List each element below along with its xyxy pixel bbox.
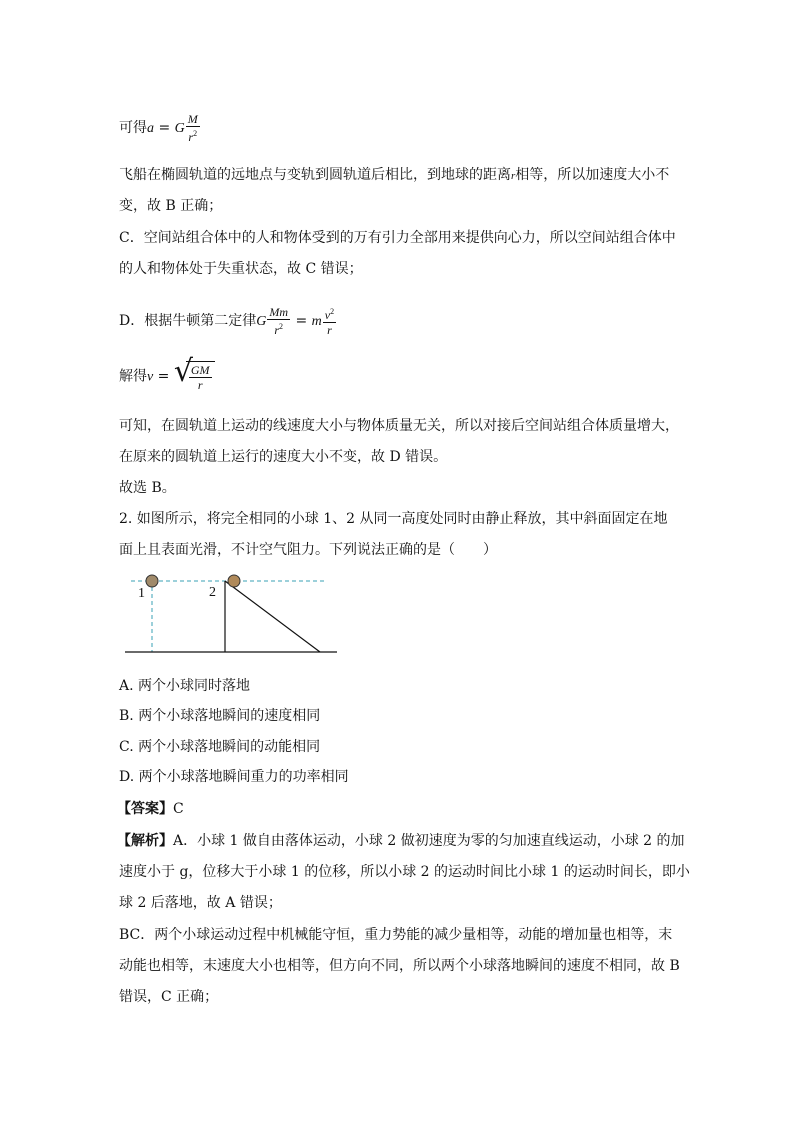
eq1-numerator: M [187, 112, 198, 126]
analysis-text1: A．小球 1 做自由落体运动，小球 2 做初速度为零的匀加速直线运动，小球 2 的加 [173, 833, 685, 849]
option-c: C. 两个小球落地瞬间的动能相同 [119, 739, 321, 755]
eq2-prefix: 解得 [119, 368, 147, 385]
pD-fraction1: $\frac{Mm}{r^2}$ [269, 305, 289, 337]
analysis-line1 [117, 832, 685, 850]
equation-acceleration [119, 112, 201, 144]
incline-slope [225, 581, 320, 652]
analysis-line3: 球 2 后落地，故 A 错误； [119, 895, 282, 911]
eq1-fraction: $\frac{M}{r^2}$ [187, 112, 198, 144]
eq1-lhs: a [147, 121, 154, 136]
p1-r: r [511, 170, 516, 182]
eq1-denominator: r [188, 130, 194, 144]
pD-prefix: D．根据牛顿第二定律 [119, 313, 257, 329]
p2-line2: 在原来的圆轨道上运行的速度大小不变，故 D 错误。 [119, 449, 448, 465]
equation-velocity [119, 354, 215, 392]
pD-num2: v [324, 308, 331, 322]
label-1: 1 [138, 586, 145, 601]
p3-text: 故选 B。 [119, 480, 176, 496]
ball-1 [146, 575, 158, 587]
answer-value: C [173, 801, 184, 817]
equation-newton [119, 305, 337, 337]
analysis-line5: 动能也相等，末速度大小也相等，但方向不同，所以两个小球落地瞬间的速度不相同，故 B [119, 958, 680, 974]
pD-m: m [311, 314, 322, 329]
eq1-equals: = [158, 120, 171, 136]
answer-tag: 【答案】 [117, 801, 173, 817]
eq2-den: r [197, 378, 203, 392]
ball-2 [228, 575, 240, 587]
eq2-equals: = [157, 368, 170, 385]
analysis-line6: 错误，C 正确； [119, 989, 219, 1005]
pD-fraction2: $\frac{v^2}{r}$ [324, 307, 335, 337]
p2-line1: 可知，在圆轨道上运动的线速度大小与物体质量无关，所以对接后空间站组合体质量增大， [119, 418, 679, 434]
option-b: B. 两个小球落地瞬间的速度相同 [119, 708, 321, 724]
pD-equals: = [295, 313, 308, 329]
pC-line1: C．空间站组合体中的人和物体受到的万有引力全部用来提供向心力，所以空间站组合体中 [119, 230, 676, 246]
p1-line1: 飞船在椭圆轨道的远地点与变轨到圆轨道后相比，到地球的距离 [119, 167, 511, 183]
analysis-line2: 速度小于 g，位移大于小球 1 的位移，所以小球 2 的运动时间比小球 1 的运动时间长，即小 [119, 864, 690, 880]
sqrt-sign: √ $\frac{GM}{r}$ [174, 361, 215, 392]
q2-line1: 2. 如图所示，将完全相同的小球 1、2 从同一高度处同时由静止释放，其中斜面固定在地 [119, 511, 668, 527]
eq2-num: GM [190, 363, 210, 377]
option-d: D. 两个小球落地瞬间重力的功率相同 [119, 769, 349, 785]
label-2: 2 [209, 585, 216, 600]
eq2-lhs: v [147, 369, 154, 385]
pD-num1: Mm [269, 305, 289, 319]
pD-den1: r [274, 323, 280, 337]
analysis-tag: 【解析】 [117, 833, 173, 849]
pD-G: G [256, 314, 267, 329]
option-a: A. 两个小球同时落地 [119, 678, 251, 694]
analysis-line4: BC．两个小球运动过程中机械能守恒，重力势能的减少量相等，动能的增加量也相等，末 [119, 927, 673, 943]
q2-line2: 面上且表面光滑，不计空气阻力。下列说法正确的是（ ） [119, 542, 497, 558]
p1-line1b: 相等，所以加速度大小不 [515, 167, 670, 183]
p1-line2: 变，故 B 正确； [119, 198, 223, 214]
answer-line [117, 800, 184, 818]
paragraph-b [119, 166, 669, 185]
pD-den2: r [327, 323, 332, 337]
eq1-prefix: 可得 [119, 120, 147, 136]
eq1-G: G [174, 121, 185, 136]
pC-line2: 的人和物体处于失重状态，故 C 错误； [119, 261, 363, 277]
figure-diagram [125, 570, 340, 658]
